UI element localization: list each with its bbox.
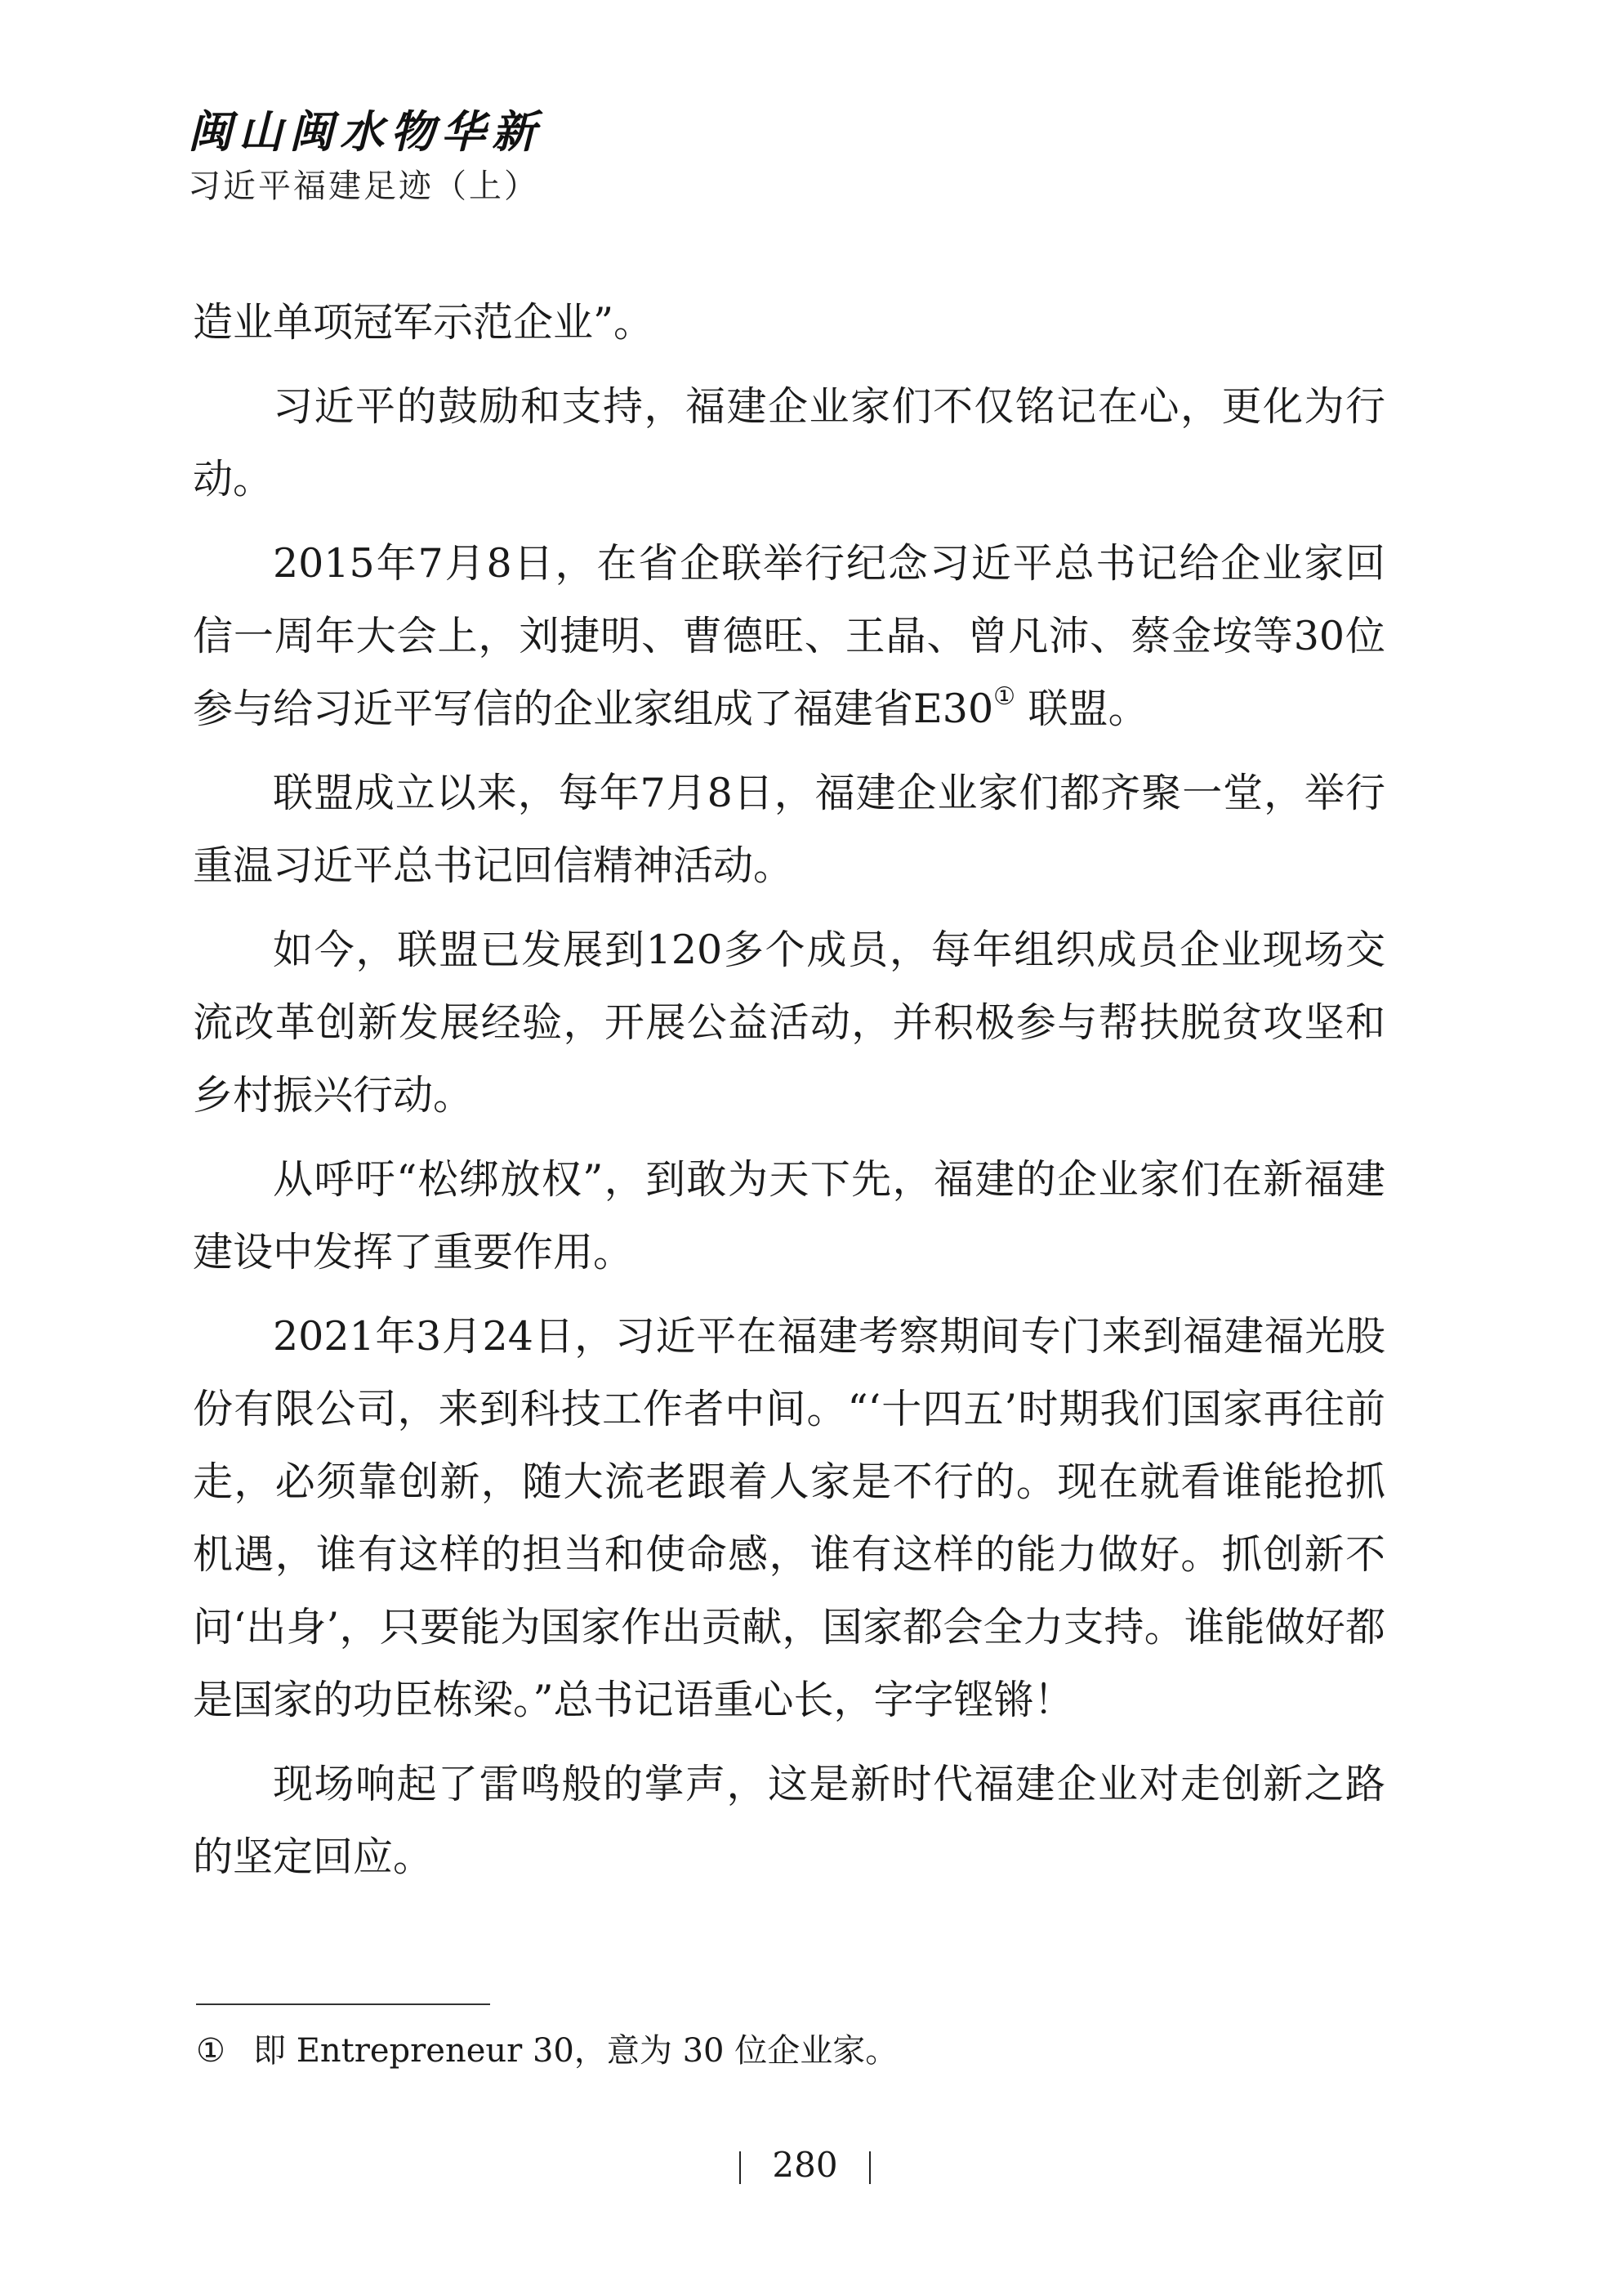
footnote-reference[interactable]: ① <box>993 682 1016 711</box>
paragraph: 习近平的鼓励和支持，福建企业家们不仅铭记在心，更化为行动。 <box>193 383 1385 503</box>
paragraph: 联盟成立以来，每年7月8日，福建企业家们都齐聚一堂，举行重温习近平总书记回信精神活动。 <box>193 770 1385 889</box>
book-title: 闽山闽水物华新 <box>188 105 542 158</box>
book-subtitle: 习近平福建足迹（上） <box>188 168 539 205</box>
paragraph: 如今，联盟已发展到120多个成员，每年组织成员企业现场交流改革创新发展经验，开展公益活动，并积极参与帮扶脱贫攻坚和乡村振兴行动。 <box>193 927 1385 1119</box>
page-number: 280 <box>772 2145 838 2185</box>
page-number-left-bar <box>739 2151 741 2184</box>
paragraph: 造业单项冠军示范企业”。 <box>193 299 654 346</box>
page-number-right-bar <box>869 2151 871 2184</box>
footnote <box>196 2026 898 2075</box>
paragraph: 从呼吁“松绑放权”，到敢为天下先，福建的企业家们在新福建建设中发挥了重要作用。 <box>193 1156 1385 1275</box>
page-number-area <box>0 2141 1610 2190</box>
body-text <box>193 286 1385 1905</box>
footnote-text: 即 Entrepreneur 30，意为 30 位企业家。 <box>253 2032 899 2070</box>
footnote-mark: ① <box>196 2032 225 2070</box>
paragraph-text-end: 联盟。 <box>1015 686 1148 732</box>
running-header <box>188 105 542 209</box>
paragraph: 2021年3月24日，习近平在福建考察期间专门来到福建福光股份有限公司，来到科技工作者中间。“‘十四五’时期我们国家再往前走，必须靠创新，随大流老跟着人家是不行的。现在就看谁能抢抓机遇，谁有这样的担当和使命感，谁有这样的能力做好。抓创新不问‘出身’，只要能为国家作出贡献，国家都会全力支持。谁能做好都是国家的功臣栋梁。”总书记语重心长，字字铿锵！ <box>193 1313 1385 1723</box>
footnote-divider <box>196 2003 490 2005</box>
paragraph-text: 2015年7月8日，在省企联举行纪念习近平总书记给企业家回信一周年大会上，刘捷明、曹德旺、王晶、曾凡沛、蔡金垵等30位参与给习近平写信的企业家组成了福建省E30 <box>193 540 1385 732</box>
paragraph: 现场响起了雷鸣般的掌声，这是新时代福建企业对走创新之路的坚定回应。 <box>193 1761 1385 1880</box>
paragraph <box>193 527 1385 745</box>
